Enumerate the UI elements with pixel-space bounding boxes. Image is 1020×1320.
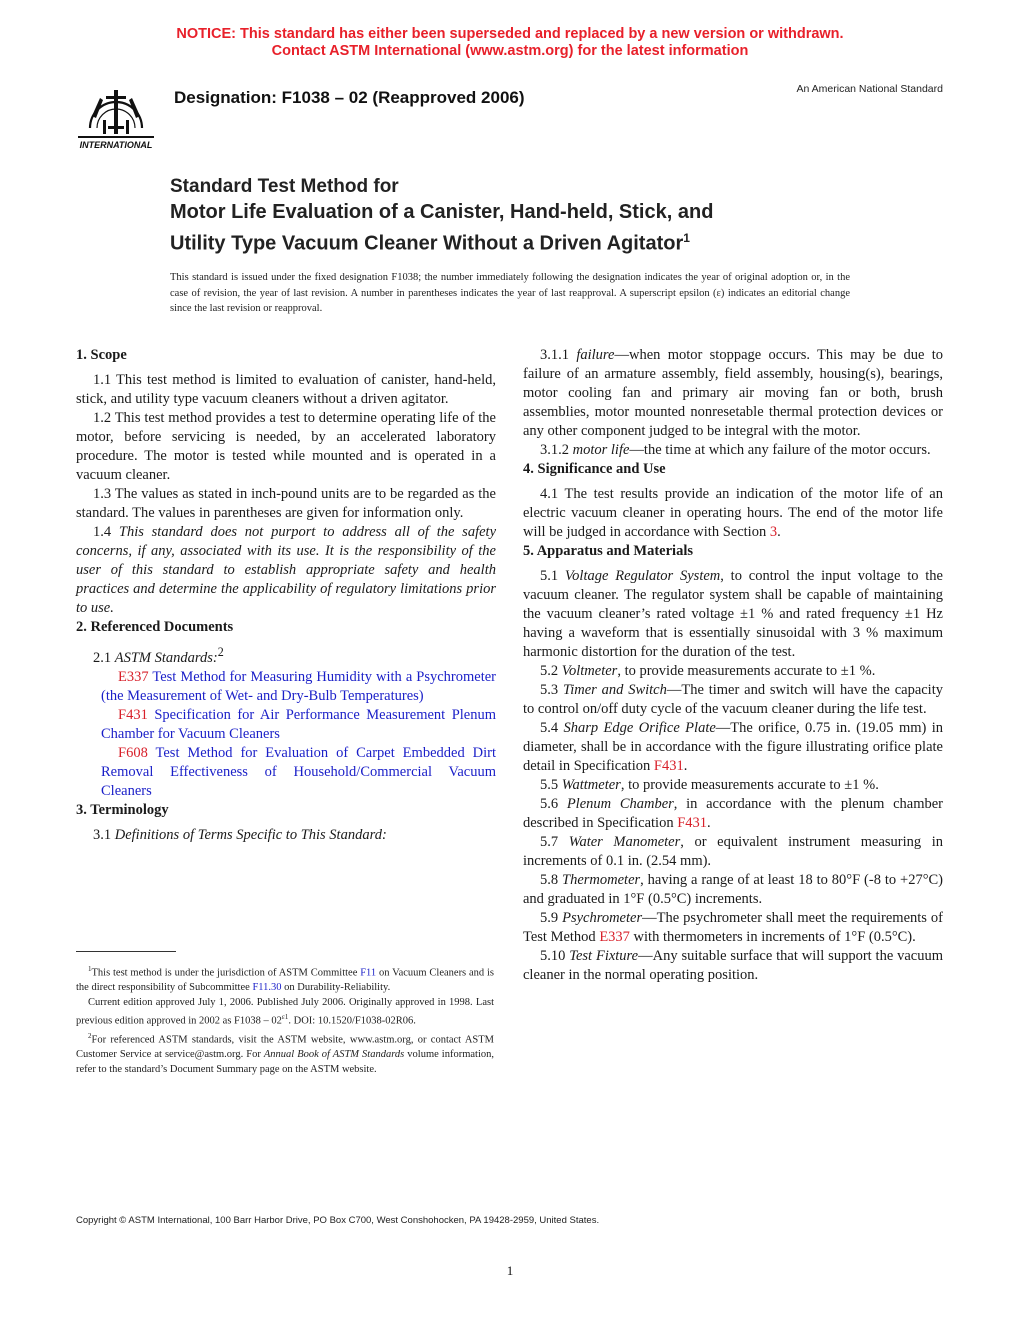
term: Timer and Switch — [562, 682, 667, 698]
paragraph-number: 5.8 — [540, 872, 559, 888]
footnotes — [76, 962, 494, 1077]
left-column — [76, 346, 496, 845]
section-heading-referenced-documents: 2. Referenced Documents — [76, 619, 234, 635]
paragraph-text: —The psychrometer shall meet the requirements of Test Method — [523, 910, 943, 945]
astm-standards-label: ASTM Standards: — [114, 649, 218, 666]
paragraph-5-3 — [523, 681, 943, 719]
title-line-1: Standard Test Method for — [170, 176, 399, 197]
logo-wordmark: INTERNATIONAL — [79, 140, 153, 150]
section-heading-scope: 1. Scope — [76, 347, 127, 363]
epsilon-marker: ε1 — [281, 1013, 289, 1021]
spec-link[interactable]: F431 — [653, 758, 684, 774]
paragraph-5-6 — [523, 795, 943, 833]
annual-book-title: Annual Book of ASTM Standards — [263, 1049, 405, 1060]
paragraph-5-4 — [523, 719, 943, 776]
paragraph-1-4 — [76, 523, 496, 618]
paragraph-text: —Any suitable surface that will support the vacuum cleaner in the normal operating position. — [523, 948, 944, 983]
paragraph-5-1 — [523, 567, 943, 662]
title-footnote-ref: 1 — [683, 231, 690, 245]
notice-line-2: Contact ASTM International (www.astm.org) for the latest information — [271, 43, 749, 59]
paragraph-text: —The timer and switch will have the capacity to control on/off duty cycle of the vacuum cleaner during the life test. — [523, 682, 943, 717]
paragraph-number: 2.1 — [93, 649, 112, 666]
paragraph-5-7 — [523, 833, 943, 871]
paragraph-end: . — [683, 758, 688, 774]
paragraph-1-1: 1.1 This test method is limited to evaluation of canister, hand-held, stick, and utility type vacuum cleaners without a driven agitator. — [76, 372, 496, 407]
paragraph-text: , to control the input voltage to the vacuum cleaner. The regulator system shall be capable of maintaining the vacuum cleaner’s rated voltage ±1 % and rated frequency ±1 Hz having a waveform that is essentially sinusoidal with 3 % maximum harmonic distortion for the duration of the test. — [523, 568, 943, 660]
paragraph-text: , to provide measurements accurate to ±1 %. — [620, 777, 879, 793]
footnote-ref: 2 — [217, 645, 224, 659]
right-column — [523, 346, 943, 985]
paragraph-number: 3.1.1 — [540, 347, 569, 363]
paragraph-number: 5.5 — [540, 777, 559, 793]
paragraph-5-10 — [523, 947, 943, 985]
paragraph-3-1 — [76, 826, 496, 845]
term: Voltmeter — [561, 663, 618, 679]
definition-text: —the time at which any failure of the motor occurs. — [629, 442, 931, 458]
reference-item[interactable] — [76, 668, 496, 706]
reference-item[interactable] — [76, 744, 496, 801]
definitions-label: Definitions of Terms Specific to This Standard: — [114, 826, 387, 843]
paragraph-1-3: 1.3 The values as stated in inch-pound units are to be regarded as the standard. The values in parentheses are given for information only. — [76, 486, 496, 521]
paragraph-5-2 — [523, 662, 943, 681]
section-heading-significance: 4. Significance and Use — [523, 461, 666, 477]
paragraph-number: 5.6 — [540, 796, 559, 812]
paragraph-end: . — [707, 815, 711, 831]
footnote-divider — [76, 951, 176, 952]
title-line-3 — [170, 225, 890, 257]
footnote-text: on Vacuum Cleaners and is the direct responsibility of Subcommittee — [76, 967, 494, 993]
paragraph-5-8 — [523, 871, 943, 909]
paragraph-text: , to provide measurements accurate to ±1 %. — [617, 663, 876, 679]
reference-title-link[interactable]: Test Method for Measuring Humidity with a Psychrometer (the Measurement of Wet- and Dry-Bulb Temperatures) — [101, 668, 496, 704]
astm-logo — [70, 76, 162, 154]
term: Water Manometer — [568, 834, 681, 850]
term: Wattmeter — [561, 777, 621, 793]
paragraph-4-1 — [523, 485, 943, 542]
footnote-text: For referenced ASTM standards, visit the ASTM website, www.astm.org, or contact ASTM Customer Service at service@astm.org. For — [76, 1034, 494, 1060]
term: Voltage Regulator System — [564, 568, 721, 584]
definition-text: —when motor stoppage occurs. This may be due to failure of an armature assembly, field assembly, housing(s), bearings, motor cooling fan and primary air moving fan or both, brush assemblies, motor mounted nonresetable thermal protection devices or any other component judged to be integral with the motor. — [523, 347, 944, 439]
paragraph-3-1-2 — [523, 441, 943, 460]
american-national-standard-label: An American National Standard — [796, 83, 943, 95]
term: Test Fixture — [569, 948, 639, 964]
term: Sharp Edge Orifice Plate — [563, 720, 716, 736]
paragraph-number: 5.4 — [540, 720, 559, 736]
reference-title-link[interactable]: Specification for Air Performance Measurement Plenum Chamber for Vacuum Cleaners — [101, 706, 497, 742]
term: Plenum Chamber — [566, 796, 674, 812]
page-number: 1 — [506, 1263, 514, 1278]
paragraph-number: 5.3 — [540, 682, 559, 698]
paragraph-2-1 — [76, 643, 496, 668]
term: failure — [576, 347, 615, 363]
paragraph-number: 1.4 — [93, 524, 112, 540]
term: motor life — [572, 442, 630, 458]
reference-code-link[interactable]: F608 — [118, 744, 148, 761]
intro-paragraph: This standard is issued under the fixed designation F1038; the number immediately following the designation indicates the year of original adoption or, in the case of revision, the year of last revision. A number in parentheses indicates the year of last reapproval. A superscript epsilon (ε) indicates an editorial change since the last revision or reapproval. — [170, 272, 850, 314]
reference-item[interactable] — [76, 706, 496, 744]
footnote-text: on Durability-Reliability. — [281, 982, 391, 993]
term: Thermometer — [562, 872, 641, 888]
paragraph-number: 5.7 — [540, 834, 559, 850]
title-line-2: Motor Life Evaluation of a Canister, Hand-held, Stick, and — [170, 201, 714, 223]
paragraph-text: , having a range of at least 18 to 80°F (-8 to +27°C) and graduated in 1°F (0.5°C) increments. — [523, 872, 943, 907]
test-method-link[interactable]: E337 — [599, 929, 630, 945]
reference-code-link[interactable]: F431 — [118, 706, 148, 723]
reference-title-link[interactable]: Test Method for Evaluation of Carpet Embedded Dirt Removal Effectiveness of Household/Commercial Vacuum Cleaners — [101, 744, 496, 799]
paragraph-5-5 — [523, 776, 943, 795]
reference-code-link[interactable]: E337 — [118, 668, 149, 685]
designation: Designation: F1038 – 02 (Reapproved 2006) — [174, 88, 525, 107]
committee-link[interactable]: F11 — [360, 967, 377, 979]
paragraph-3-1-1 — [523, 346, 943, 441]
paragraph-1-2: 1.2 This test method provides a test to determine operating life of the motor, before servicing is needed, by an accelerated laboratory procedure. The motor is tested while mounted and is operated in a vacuum cleaner. — [76, 410, 496, 483]
paragraph-5-9 — [523, 909, 943, 947]
paragraph-text: , in accordance with the plenum chamber described in Specification — [523, 796, 944, 831]
term: Psychrometer — [562, 910, 643, 926]
paragraph-number: 5.2 — [540, 663, 559, 679]
section-link[interactable]: 3 — [769, 524, 778, 540]
footnote-1-edition — [76, 996, 494, 1030]
title-line-3-text: Utility Type Vacuum Cleaner Without a Driven Agitator — [170, 232, 684, 255]
subcommittee-link[interactable]: F11.30 — [252, 982, 282, 993]
paragraph-text: —The orifice, 0.75 in. (19.05 mm) in diameter, shall be in accordance with the figure illustrating orifice plate detail in Specification — [523, 720, 943, 774]
paragraph-text: , or equivalent instrument measuring in increments of 0.1 in. (2.54 mm). — [523, 834, 944, 869]
copyright-line: Copyright © ASTM International, 100 Barr Harbor Drive, PO Box C700, West Conshohocken, PA 19428-2959, United States. — [76, 1215, 600, 1226]
paragraph-number: 3.1 — [93, 826, 112, 843]
footnote-marker: 2 — [88, 1032, 92, 1040]
footnote-text: . DOI: 10.1520/F1038-02R06. — [288, 1015, 416, 1027]
paragraph-number: 3.1.2 — [540, 442, 569, 458]
paragraph-end: . — [777, 524, 781, 540]
spec-link[interactable]: F431 — [677, 815, 708, 831]
footnote-2 — [76, 1029, 494, 1077]
safety-caveat: This standard does not purport to address all of the safety concerns, if any, associated with its use. It is the responsibility of the user of this standard to establish appropriate safety and health practices and determine the applicability of regulatory limitations prior to use. — [76, 524, 497, 616]
section-heading-terminology: 3. Terminology — [76, 801, 169, 818]
section-heading-apparatus: 5. Apparatus and Materials — [523, 543, 693, 559]
footnote-text: This test method is under the jurisdiction of ASTM Committee — [91, 967, 361, 979]
paragraph-number: 5.9 — [540, 910, 559, 926]
paragraph-number: 5.10 — [540, 948, 566, 964]
footnote-text: volume information, refer to the standard’s Document Summary page on the ASTM website. — [76, 1049, 494, 1075]
paragraph-end: with thermometers in increments of 1°F (0.5°C). — [629, 929, 916, 945]
paragraph-number: 5.1 — [540, 568, 559, 584]
paragraph-text: 4.1 The test results provide an indication of the motor life of an electric vacuum cleaner in operating hours. The end of the motor life will be judged in accordance with Section — [523, 486, 943, 540]
footnote-text: Current edition approved July 1, 2006. Published July 2006. Originally approved in 1998. Last previous edition approved in 2002 as F1038 – 02 — [76, 996, 494, 1027]
document-title — [170, 175, 890, 257]
footnote-marker: 1 — [88, 965, 92, 973]
footnote-1 — [76, 962, 494, 996]
notice-line-1: NOTICE: This standard has either been superseded and replaced by a new version or withdrawn. — [176, 26, 844, 42]
notice-banner — [0, 26, 1020, 60]
